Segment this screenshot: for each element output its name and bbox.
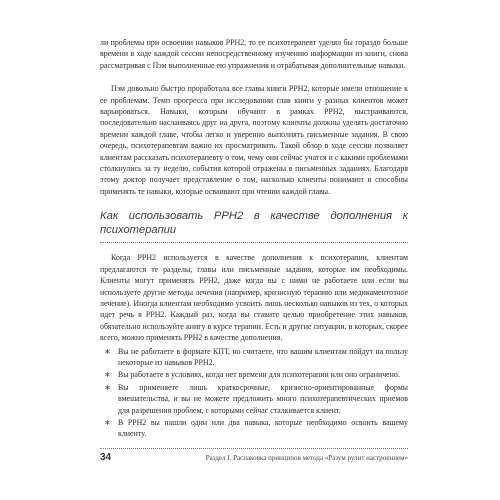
bullet-item bbox=[100, 346, 408, 369]
page-body bbox=[100, 37, 408, 441]
bullet-item bbox=[100, 417, 408, 440]
bullet-item bbox=[100, 382, 408, 416]
running-title: Раздел I. Распаковка принципов метода «Разум рулит настроением» bbox=[205, 454, 408, 462]
footer-divider bbox=[100, 448, 408, 449]
paragraph-supplement-usage: Когда PPH2 используется в качестве дополнения к психотерапии, клиентам предлагаются те разделы, главы или письменные задания, которые им необходимы. Клиенты могут применять PPH2, даже когда вы с ними не работаете или если вы используете другие методы лечения (например, кризисную терапию или медикаментозное лечение). Иногда клиентам необходимо усвоить лишь несколько навыков из тех, о которых идет речь в PPH2. Каждый раз, когда вы ставите целью приобретение этих навыков, обязательно используйте книгу в курсе терапии. Есть и другие ситуации, в которых, скорее всего, можно применять PPH2 в качестве дополнения. bbox=[100, 253, 408, 343]
bullet-item bbox=[100, 369, 408, 380]
bullet-text: Вы работаете в условиях, когда нет времени для психотерапии или оно ограничено. bbox=[118, 370, 400, 380]
paragraph-chapter-progress: Пэм довольно быстро проработала все главы книги PPH2, которые имели отношение к ее проблемам. Темп прогресса при исследовании глав книги у разных клиентов может варьироваться. Навыки, которым обучают в рамках PPH2, выстраиваются, последовательно наслаиваясь друг на друга, поэтому клиенты должны уделять достаточно времени каждой главе, чтобы легко и уверенно выполнять письменные задания. В свою очередь, психотерапевтам важно их просматривать. Такой обзор в ходе сессии позволяет клиентам рассказать психотерапевту о том, чему они сейчас учатся и с какими проблемами столкнулись за ту неделю, события которой отражены в письменных заданиях. Благодаря этому доктор получает представление о том, насколько клиенты понимают и способны применять те навыки, которые осваивают при чтении каждой главы. bbox=[100, 84, 408, 196]
bullet-text: В PPH2 вы нашли один или два навыка, которые необходимо освоить вашему клиенту. bbox=[118, 417, 408, 439]
asterisk-bullet-icon: ∗ bbox=[104, 382, 111, 392]
asterisk-bullet-icon: ∗ bbox=[104, 417, 111, 427]
bullet-text: Вы применяете лишь краткосрочные, кризисно-ориентированные формы вмешательства, и вы не можете предложить много психотерапевтических приемов для разрешения проблем, с которыми сейчас сталкивается клиент. bbox=[118, 382, 408, 415]
asterisk-bullet-icon: ∗ bbox=[104, 370, 111, 380]
paragraph-continuation: ли проблемы при освоении навыков PPH2, то ее психотерапевт уделял бы гораздо больше времени в ходе каждой сессии непосредственному изучению информации из книги, снова рассматривая с Пэм выполненные ею упражнения и отрабатывая дополнительные навыки. bbox=[100, 38, 408, 70]
bullet-text: Вы не работаете в формате КПТ, но считаете, что вашим клиентам пойдут на пользу некоторые из навыков PPH2. bbox=[118, 346, 408, 367]
page-number: 34 bbox=[100, 452, 112, 463]
asterisk-bullet-icon: ∗ bbox=[104, 346, 111, 356]
section-heading: Как использовать PPH2 в качестве дополнения к психотерапии bbox=[100, 209, 408, 243]
bullet-list bbox=[100, 346, 408, 440]
